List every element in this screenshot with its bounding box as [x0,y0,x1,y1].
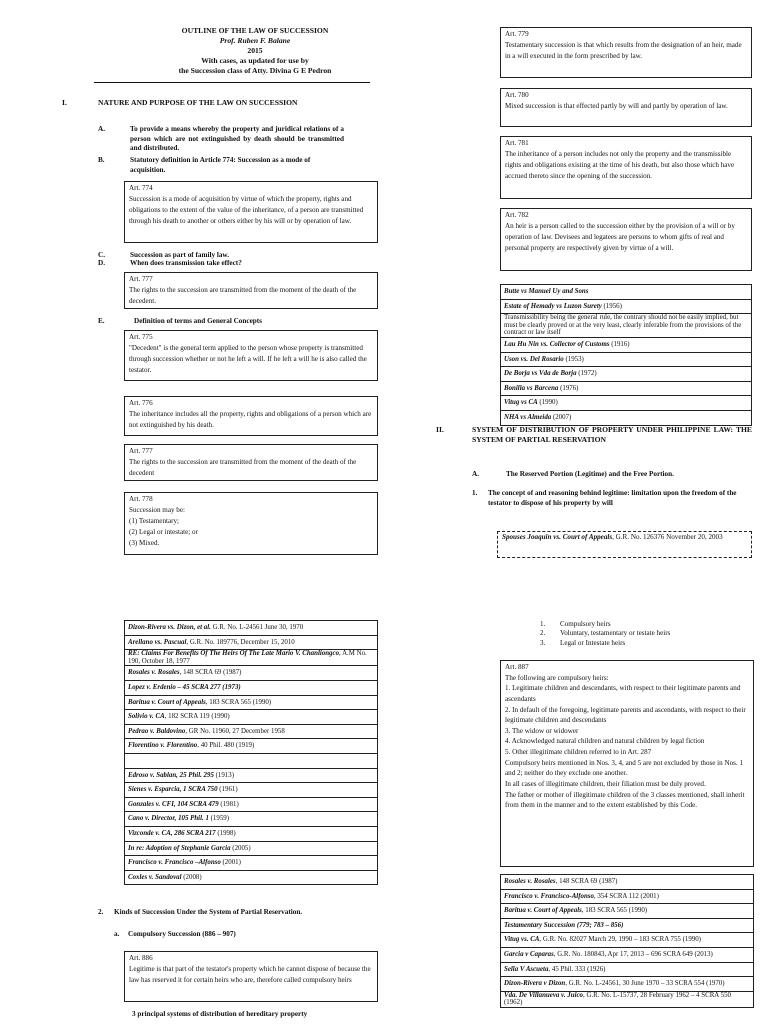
case-name: Rosales v. Rosales [504,878,556,885]
case-citation [501,918,754,933]
case-row [501,889,754,904]
case-citation [501,875,754,890]
case-name: Bonilla vs Barcena [504,384,559,392]
case-name: Lopez v. Erdenio – 45 SCRA 277 (1973) [128,683,241,691]
case-name: Francisco v. Francisco-Alfonso [504,892,594,900]
case-row [125,695,378,710]
case-row [125,710,378,725]
document-header [110,26,400,76]
case-cite: (2001) [220,859,241,867]
case-row [125,635,378,650]
case-name: In re: Adoption of Stephanie Garcia [128,844,231,852]
case-row [501,367,752,382]
case-name: Pedrao v. Baldovino [128,727,186,735]
case-table-right-1 [500,284,752,426]
case-row [501,381,752,396]
article-box-887: Art. 887 The following are compulsory heirs: 1. Legitimate children and descendants, with respect to their legitimate parents and ascendants 2. In default of the foregoing, legitimate parents and ascendants, with respect to their legitimate children and descendants 3. The widow or widower 4. Acknowledged natural children and natural children by legal fiction 5. Other illegitimate children referred to in Art. 287 Compulsory heirs mentioned in Nos. 3, 4, and 5 are not excluded by those in Nos. 1 and 2; neither do they exclude one another. In all cases of illegitimate children, their filiation must be duly proved. The father or mother of illegitimate children of the 3 classes mentioned, shall inherit from them in the manner and to the extent established by this Code. [500,660,754,867]
case-name: Cano v. Director, 105 Phil. 1 [128,815,209,823]
case-row [501,410,752,425]
case-cite: (1981) [218,800,239,808]
case-row [501,314,752,338]
case-citation [501,396,752,411]
case-citation [125,812,378,827]
heirs-list [540,620,760,648]
article-box-781: Art. 781 The inheritance of a person includes not only the property and the transmissible rights and obligations existing at the time of his death, but also those which have accrued thereto since the opening of the succession. [500,136,752,199]
case-citation [501,299,752,314]
article-box-778: Art. 778 Succession may be: (1) Testamentary; (2) Legal or intestate; or (3) Mixed. [124,492,378,555]
case-citation [125,650,378,666]
case-citation [501,904,754,919]
article-box-776: Art. 776 The inheritance includes all the property, rights and obligations of a person which are not extinguished by his death. [124,396,378,436]
case-citation [125,841,378,856]
case-citation [125,783,378,798]
case-citation [125,768,378,783]
outline-item-3-principal: 3 principal systems of distribution of hereditary property [132,1010,308,1018]
case-name: Vitug vs CA [504,399,538,407]
case-citation [501,962,754,977]
case-cite: , 45 Phil. 333 (1926) [548,965,606,973]
case-row [125,797,378,812]
case-citation [501,352,752,367]
case-name: Uson vs. Del Rosario [504,355,564,363]
case-row [501,904,754,919]
case-table-right-2 [500,874,754,1008]
case-citation [125,680,378,695]
case-name: Baritua v. Court of Appeals [504,907,582,915]
case-row [501,875,754,890]
case-box-spouses-joaquin: Spouses Joaquin vs. Court of Appeals, G.R. No. 126376 November 20, 2003 [497,531,752,558]
case-name: Florentino v. Florentino [128,742,198,750]
article-box-777-repeat: Art. 777 The rights to the succession are transmitted from the moment of the death of the decedent [124,444,378,481]
case-name: Coxles v. Sandoval [128,873,182,881]
case-citation [501,991,754,1007]
case-row [501,977,754,992]
case-name: Vitug vs. CA [504,936,540,944]
case-cite: , GR No. 11960, 27 December 1958 [185,727,285,735]
case-row [501,991,754,1007]
case-row [125,666,378,681]
case-table-left [124,620,378,885]
case-cite: (1972) [576,370,597,378]
case-cite: (1916) [609,340,630,348]
case-citation [125,797,378,812]
case-name: Francisco v. Francisco –Alfonso [128,859,221,867]
case-citation [501,977,754,992]
case-name: Baritua v. Court of Appeals [128,698,206,706]
case-name: Dizon-Rivera vs. Dizon, et al. [128,624,211,631]
case-row [125,826,378,841]
case-cite: (1961) [217,786,238,794]
case-cite: (2007) [551,413,572,421]
case-cite: Transmissibility being the general rule, the contrary should not be easily implied, but must be clearly proved or at the very least, clearly inferable from the provisions of the contract or law itself [504,314,742,337]
case-row [125,650,378,666]
case-cite: (1953) [563,355,584,363]
document-subtitle: With cases, as updated for use by [201,56,309,66]
case-cite: , G.R. No. 180843, Apr 17, 2013 – 696 SCRA 649 (2013) [553,950,713,958]
case-citation [501,337,752,352]
heirs-list-item: 2. Voluntary, testamentary or testate heirs [540,629,671,638]
case-cite: (1998) [215,829,236,837]
document-year: 2015 [247,46,263,56]
case-cite: (2005) [230,844,251,852]
case-cite: , 40 Phil. 480 (1919) [197,742,255,750]
document-author: Prof. Ruben F. Balane [219,36,291,46]
case-cite: , G.R. No. 82027 March 29, 1990 – 183 SCRA 755 (1990) [539,936,701,944]
case-row [125,621,378,636]
case-row [125,870,378,885]
case-name: Edroso v. Sablan, 25 Phil. 295 [128,771,214,779]
case-citation [125,710,378,725]
case-name: Solivio v. CA [128,713,165,721]
case-cite: (1959) [208,815,229,823]
case-cite: (2008) [181,873,202,881]
article-box-886: Art. 886 Legitime is that part of the testator's property which he cannot dispose of because the law has reserved it for certain heirs who are, therefore called compulsory heirs [124,951,378,1002]
heirs-list-item: 1. Compulsory heirs [540,620,611,628]
case-name: Vda. De Villanueva v. Juico [504,991,583,999]
article-box-775: Art. 775 "Decedent" is the general term applied to the person whose property is transmitted through succession whether or not he left a will. If he left a will he is also called the testator. [124,330,378,381]
case-citation [501,367,752,382]
case-name: Butte vs Manuel Uy and Sons [504,288,589,295]
case-row [501,933,754,948]
case-cite: , A.M No. 190, October 18, 1977 [128,650,367,665]
article-box-780: Art. 780 Mixed succession is that effected partly by will and partly by operation of law. [500,88,752,127]
case-citation [501,889,754,904]
case-cite: (1913) [213,771,234,779]
case-cite: (1990) [537,399,558,407]
article-box-777: Art. 777 The rights to the succession are transmitted from the moment of the death of the decedent. [124,272,378,309]
case-row [125,724,378,739]
case-citation [501,285,752,300]
case-name: Testamentary Succession (779; 783 – 856) [504,921,624,929]
case-row [501,285,752,300]
case-citation [501,933,754,948]
case-cite: (1956) [601,302,622,310]
case-citation [501,410,752,425]
case-citation [125,739,378,754]
case-row [125,812,378,827]
case-cite: , 354 SCRA 112 (2001) [593,892,659,900]
case-cite: , G.R. No. L-24561, 30 June 1970 – 33 SCRA 554 (1970) [565,980,725,988]
case-name: Sienes v. Esparcia, 1 SCRA 750 [128,786,218,794]
case-cite: (1976) [558,384,579,392]
case-citation [125,695,378,710]
header-divider [94,82,370,83]
case-name: Gonzales v. CFI, 104 SCRA 479 [128,800,219,808]
case-citation [125,826,378,841]
case-cite: , 183 SCRA 565 (1990) [205,698,272,706]
case-cite: , 182 SCRA 119 (1990) [164,713,230,721]
case-name: Vizconde v. CA, 286 SCRA 217 [128,829,216,837]
case-citation [125,666,378,681]
case-name: Estate of Hemady vs Luzon Surety [504,302,602,310]
case-citation [125,753,378,768]
article-box-774: Art. 774 Succession is a mode of acquisition by virtue of which the property, rights and obligations to the extent of the value of the inheritance, of a person are transmitted through his death to another or others either by his will or by operation of law. [124,181,378,243]
case-cite: , G.R. No. 189776, December 15, 2010 [186,638,295,646]
case-cite: , G.R. No. L-15737, 28 February 1962 – 4 SCRA 550 (1962) [504,991,731,1007]
heirs-list-item: 3. Legal or Intestate heirs [540,638,626,647]
case-citation [501,947,754,962]
case-row [125,856,378,871]
case-citation [125,856,378,871]
case-row [125,841,378,856]
article-box-782: Art. 782 An heir is a person called to the succession either by the provision of a will or by operation of law. Devisees and legatees are persons to whom gifts of real and personal property are respectively given by virtue of a will. [500,208,752,271]
article-box-779: Art. 779 Testamentary succession is that which results from the designation of an heir, made in a will executed in the form prescribed by law. [500,27,752,78]
case-row [501,337,752,352]
case-citation [125,724,378,739]
case-name: RE: Claims For Benefits Of The Heirs Of The Late Mario V. Chanliongco [128,650,340,658]
case-row [501,396,752,411]
case-cite: , 148 SCRA 69 (1987) [555,878,618,885]
case-name: Lau Hu Nin vs. Collector of Customs [504,340,610,348]
case-name: De Borja vs Vda de Borja [504,370,577,378]
case-citation [501,314,752,338]
case-cite: , 148 SCRA 69 (1987) [179,669,242,677]
case-name: Dizon-Rivera v Dizon [504,980,566,988]
document-title: OUTLINE OF THE LAW OF SUCCESSION [181,26,329,35]
case-row [501,947,754,962]
case-row [125,739,378,754]
case-row [501,352,752,367]
case-citation [125,621,378,636]
case-name: Arellano vs. Pascual [128,638,187,646]
case-citation [125,870,378,885]
case-citation [501,381,752,396]
case-row [501,918,754,933]
case-row [125,768,378,783]
case-citation [125,635,378,650]
case-row [125,753,378,768]
case-cite: , 183 SCRA 565 (1990) [581,907,648,915]
case-name: Rosales v. Rosales [128,669,180,677]
case-name: Sella V Ascueta [504,965,549,973]
case-row [125,680,378,695]
case-row [125,783,378,798]
case-name: NHA vs Almeida [504,413,552,421]
case-row [501,962,754,977]
case-row [501,299,752,314]
case-name: Garcia v Caparas [504,950,554,958]
document-class-line: the Succession class of Atty. Divina G E Pedron [178,66,332,76]
case-cite: G.R. No. L-24561 June 30, 1970 [210,624,304,631]
